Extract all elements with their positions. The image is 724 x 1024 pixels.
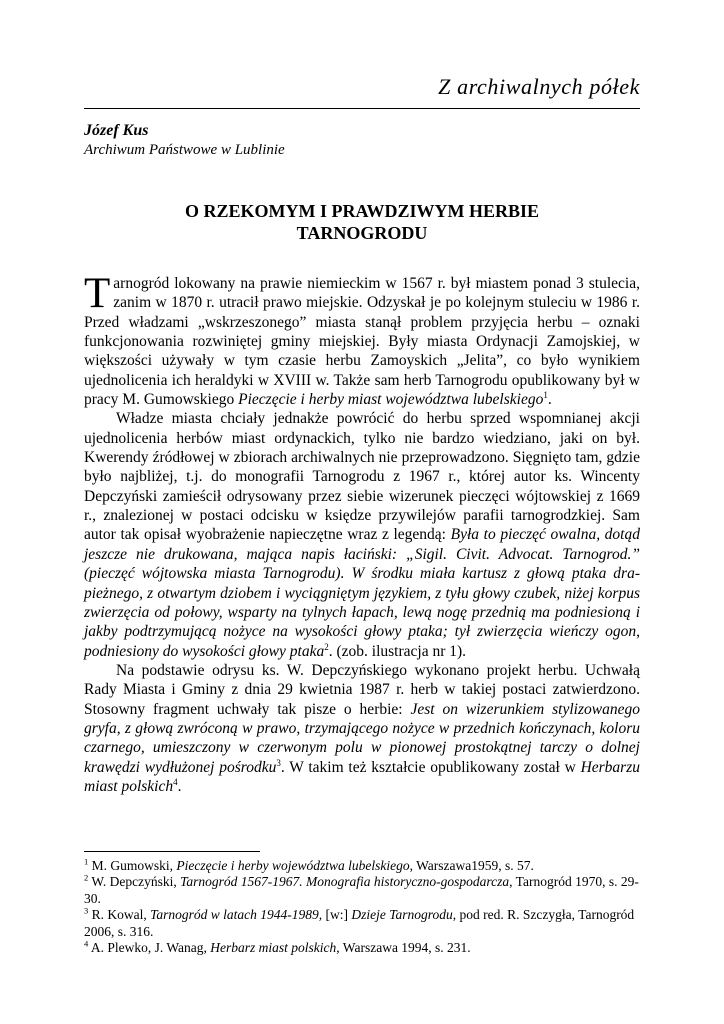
article-title-line-1: O RZEKOMYM I PRAWDZIWYM HERBIE	[184, 201, 539, 221]
footnote-title: Herbarz miast polskich	[210, 940, 337, 956]
footnote-ref-2: 2	[324, 641, 329, 652]
footnote-ref-3: 3	[276, 757, 281, 768]
footnote-ref-1: 1	[543, 389, 548, 400]
article-title-line-2: TARNOGRODU	[296, 223, 428, 243]
paragraph-2-end: . (zob. ilustracja nr 1).	[328, 642, 467, 660]
paragraph-3-text: Na podstawie odrysu ks. W. Depczyńskiego wykonano projekt herbu. Uchwałą Rady Miasta i Gminy z dnia 29 kwietnia 1987 r. herb w takiej postaci zatwierdzono. Stosowny fragment uchwały tak pisze o herbie:	[84, 661, 640, 718]
paragraph-3-citation: Herbarzu miast polskich	[84, 758, 640, 795]
paragraph-1-end: .	[547, 391, 552, 409]
paragraph-3-mid: . W takim też kształcie opublikowany został w	[280, 758, 581, 776]
footnote-rule	[84, 851, 260, 852]
footnote-2	[84, 874, 640, 907]
author-affiliation: Archiwum Państwowe w Lublinie	[84, 142, 285, 158]
footnote-title: Tarnogród w latach 1944-1989,	[150, 907, 323, 923]
footnote-number: 4	[84, 938, 89, 949]
drop-cap: T	[84, 270, 111, 317]
footnote-text: A. Plewko, J. Wanag,	[88, 940, 211, 956]
footnote-4	[84, 940, 640, 956]
footnote-text: , Warszawa1959, s. 57.	[409, 858, 534, 873]
paragraph-2-text: Władze miasta chciały jednakże powrócić do herbu sprzed wspomnianej akcji ujednolicenia herbów miast ordynackich, tylko nie bardzo wiedziano, jaki on był. Kwerendy źródłowej w zbiorach archiwalnych nie przeprowadzono. Sięgnięto tam, gdzie było najbliżej, t.j. do monografii Tarnogrodu z 1967 r., której autor ks. Wincenty Depczyński zamieścił odrysowany przez siebie wizerunek pieczęci wójtowskiej z 1669 r., znalezionej w postaci odcisku w księdze przywilejów parafii tarnogrodzkiej. Sam autor tak opisał wyobrażenie napieczętne wraz z legendą:	[84, 410, 640, 544]
paragraph-1-citation: Pieczęcie i herby miast województwa lubelskiego	[238, 391, 544, 409]
footnote-number: 1	[84, 856, 89, 867]
footnote-number: 2	[84, 872, 89, 883]
footnote-text: , pod red. R. Szczygła, Tarnogród 2006, s. 316.	[84, 907, 635, 939]
footnote-1	[84, 858, 640, 874]
footnote-text: , Tarnogród 1970, s. 29-30.	[84, 874, 639, 906]
footnote-text: M. Gumowski,	[88, 858, 177, 873]
footnote-title: Dzieje Tarnogrodu	[351, 907, 453, 923]
paragraph-3	[84, 661, 640, 796]
author-name: Józef Kus	[84, 122, 149, 139]
paragraph-3-quote: Jest on wizerunkiem stylizowanego gryfa, z głową zwróconą w prawo, trzymającego nożyce w przednich kończynach, koloru czarnego, umieszczony w czerwonym polu w pionowej prostokątnej tarczy o dolnej krawędzi wydłużonej pośrodku	[84, 700, 640, 776]
paragraph-2	[84, 409, 640, 660]
footnote-3	[84, 907, 640, 940]
paragraph-1-text: arnogród lokowany na prawie niemieckim w 1567 r. był miastem ponad 3 stulecia, zanim w 1870 r. utracił prawo miejskie. Odzyskał je po kolejnym stuleciu w 1986 r. Przed władzami „wskrzeszonego” miasta stanął problem przyjęcia herbu – oznaki funkcjonowania rozwiniętej gminy miejskiej. Były miasta Ordynacji Zamojskiej, w większości używały w tym czasie herbu Zamoyskich „Jelita”, co było wynikiem ujednolicenia ich heraldyki w XVIII w. Także sam herb Tarnogrodu opublikowany był w pracy M. Gumowskiego	[84, 275, 640, 409]
paragraph-3-end: .	[177, 777, 182, 795]
section-title: Z archiwalnych półek	[438, 74, 640, 99]
footnote-text: [w:]	[322, 907, 352, 923]
footnote-text: R. Kowal,	[88, 907, 151, 923]
footnote-title: Pieczęcie i herby województwa lubelskiego	[176, 858, 410, 873]
article-body	[84, 270, 640, 796]
footnote-title: Tarnogród 1567-1967. Monografia historyczno-gospodarcza	[180, 874, 510, 890]
footnote-text: W. Depczyński,	[88, 874, 181, 890]
footnote-text: , Warszawa 1994, s. 231.	[336, 940, 471, 956]
footnote-ref-4: 4	[173, 776, 178, 787]
paragraph-2-quote: Była to pieczęć owalna, dotąd jeszcze nie drukowana, mająca napis łaciński: „Sigil. Civit. Advocat. Tarnogrod.” (pieczęć wójtowska miasta Tarnogrodu). W środku miała kartusz z głową ptaka drapieżnego, z otwartym dziobem i wyciągniętym językiem, z tyłu głowy czubek, niżej korpus zwierzęcia od połowy, wsparty na tylnych łapach, lewą nogę przednią ma podniesioną i jakby podtrzymującą nożyce na wysokości głowy ptaka; tył zwierzęcia wieńczy ogon, podniesiony do wysokości głowy ptaka	[84, 526, 640, 660]
header-rule	[84, 108, 640, 109]
article-title	[84, 200, 640, 244]
footnotes	[84, 858, 640, 956]
footnote-number: 3	[84, 905, 89, 916]
paragraph-1	[84, 270, 640, 409]
